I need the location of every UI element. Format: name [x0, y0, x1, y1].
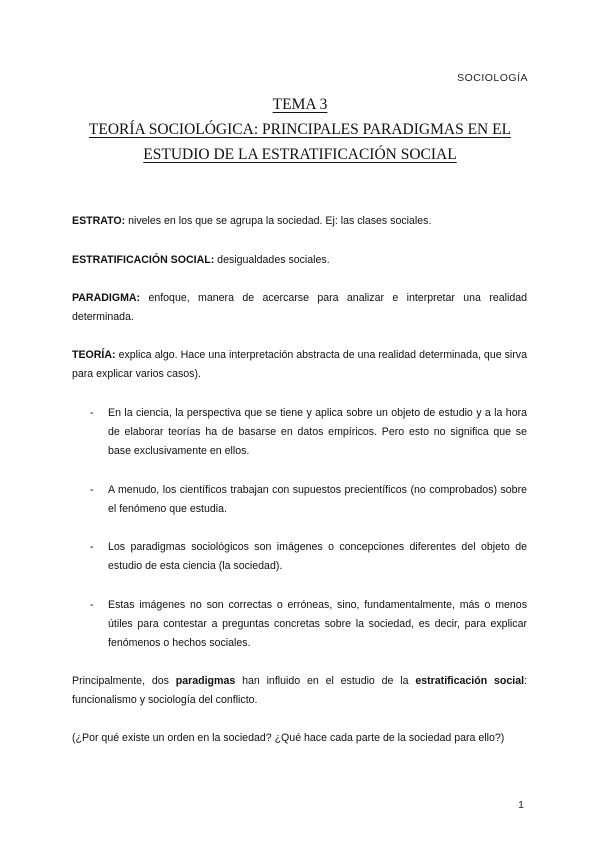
title-line-1: TEMA 3 — [272, 96, 328, 113]
bullet-text: A menudo, los científicos trabajan con supuestos precientíficos (no comprobados) sobre el fenómeno que estudia. — [108, 484, 527, 515]
definition-term: TEORÍA: — [72, 349, 116, 361]
definition-text: explica algo. Hace una interpretación abstracta de una realidad determinada, que sirva para explicar varios casos). — [72, 349, 527, 380]
definition-text: desigualdades sociales. — [214, 254, 330, 266]
closing-text: Principalmente, dos — [72, 675, 176, 687]
closing-text: han influido en el estudio de la — [235, 675, 416, 687]
bullet-text: En la ciencia, la perspectiva que se tiene y aplica sobre un objeto de estudio y a la hora de elaborar teorías ha de basarse en datos empíricos. Pero esto no significa que se base exclusivamente en ellos. — [108, 407, 527, 457]
bullet-text: Estas imágenes no son correctas o erróneas, sino, fundamentalmente, más o menos útiles para contestar a preguntas concretas sobre la sociedad, es decir, para explicar fenómenos o hechos sociales. — [108, 599, 527, 649]
definition-term: PARADIGMA: — [72, 292, 141, 304]
definition-estrato — [72, 212, 527, 231]
closing-bold-estratificacion: estratificación social — [415, 675, 525, 687]
definition-teoria — [72, 346, 527, 384]
bullet-item — [90, 404, 527, 461]
closing-paragraph — [72, 672, 527, 710]
bullet-dash: - — [90, 599, 94, 611]
bullet-item — [90, 481, 527, 519]
header-subject: SOCIOLOGÍA — [457, 72, 528, 84]
bullet-dash: - — [90, 484, 94, 496]
bullet-text: Los paradigmas sociológicos son imágenes o concepciones diferentes del objeto de estudio de esta ciencia (la sociedad). — [108, 541, 527, 572]
closing-bold-paradigmas: paradigmas — [175, 675, 236, 687]
bullet-item — [90, 596, 527, 653]
definition-text: enfoque, manera de acercarse para analizar e interpretar una realidad determinada. — [72, 292, 527, 323]
definition-paradigma — [72, 289, 527, 327]
page-number: 1 — [518, 799, 524, 811]
bullet-dash: - — [90, 541, 94, 553]
closing-question: (¿Por qué existe un orden en la sociedad? ¿Qué hace cada parte de la sociedad para ello?) — [72, 732, 505, 744]
definition-estratificacion — [72, 251, 527, 270]
title-line-2: TEORÍA SOCIOLÓGICA: PRINCIPALES PARADIGMAS EN EL — [88, 121, 512, 138]
definition-term: ESTRATIFICACIÓN SOCIAL: — [72, 254, 215, 266]
document-title — [60, 92, 540, 167]
bullet-dash: - — [90, 407, 94, 419]
definition-term: ESTRATO: — [72, 215, 126, 227]
bullet-item — [90, 538, 527, 576]
closing-text: : funcionalismo y sociología del conflicto. — [72, 675, 528, 706]
definition-text: niveles en los que se agrupa la sociedad. Ej: las clases sociales. — [125, 215, 432, 227]
title-line-3: ESTUDIO DE LA ESTRATIFICACIÓN SOCIAL — [143, 146, 457, 163]
